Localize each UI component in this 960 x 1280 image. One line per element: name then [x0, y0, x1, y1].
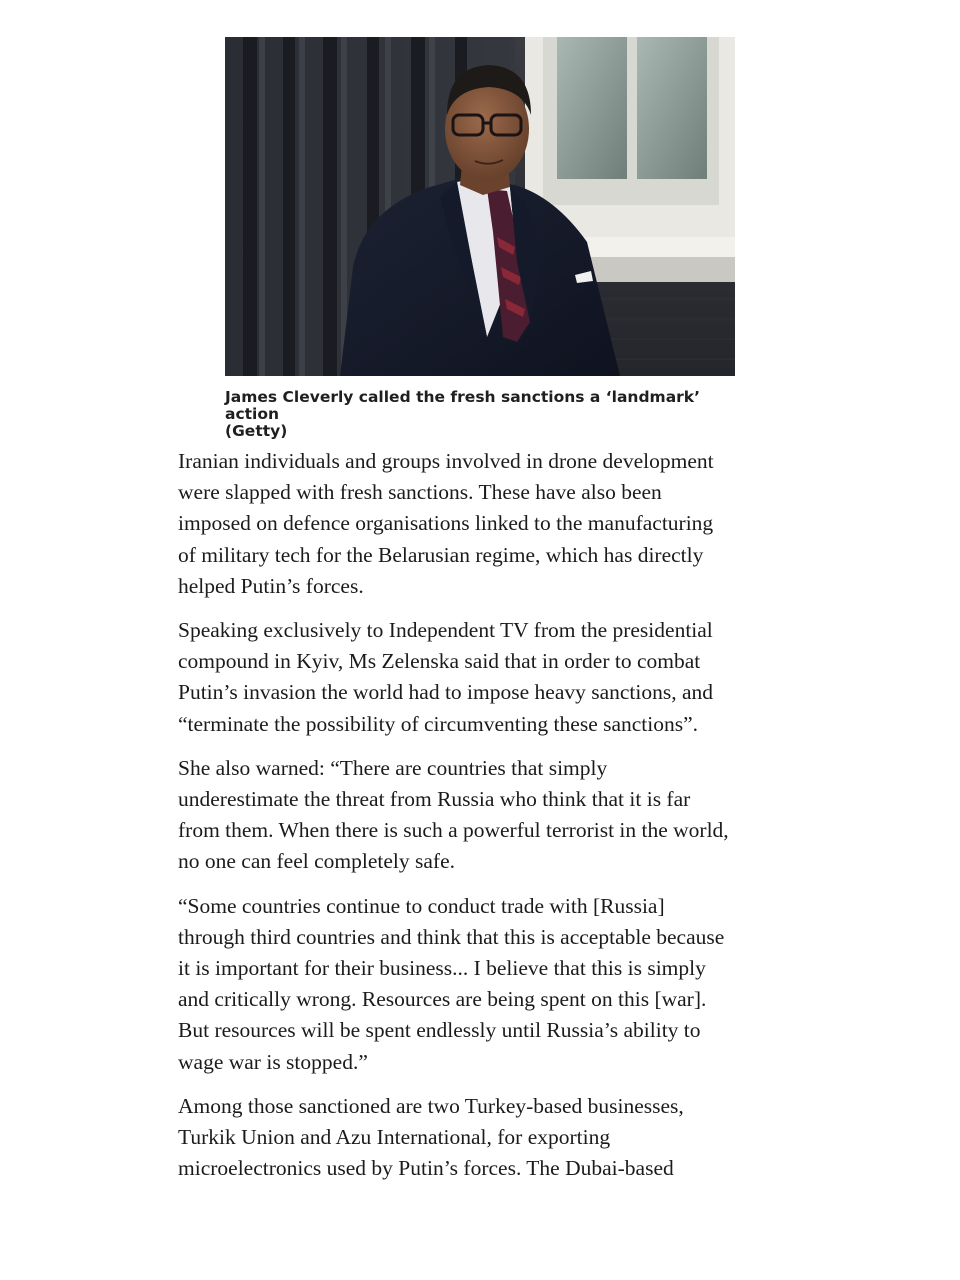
text-line: of military tech for the Belarusian regime, which has directly: [178, 542, 704, 567]
text-line: from them. When there is such a powerful terrorist in the world,: [178, 818, 729, 843]
paragraph-5: [178, 1091, 788, 1185]
text-line: “terminate the possibility of circumventing these sanctions”.: [178, 711, 699, 736]
article-body: [178, 446, 788, 1197]
text-line: Speaking exclusively to Independent TV from the presidential: [178, 618, 713, 643]
paragraph-2: [178, 615, 788, 740]
text-line: imposed on defence organisations linked to the manufacturing: [178, 511, 714, 536]
text-line: compound in Kyiv, Ms Zelenska said that in order to combat: [178, 649, 701, 674]
text-line: underestimate the threat from Russia who think that it is far: [178, 787, 691, 812]
text-line: through third countries and think that this is acceptable because: [178, 924, 725, 949]
news-photo: [225, 37, 735, 376]
text-line: But resources will be spent endlessly until Russia’s ability to: [178, 1018, 701, 1043]
text-line: Among those sanctioned are two Turkey-based businesses,: [178, 1093, 684, 1118]
text-line: Iranian individuals and groups involved in drone development: [178, 449, 714, 473]
text-line: microelectronics used by Putin’s forces. The Dubai-based: [178, 1156, 674, 1181]
text-line: She also warned: “There are countries that simply: [178, 755, 608, 780]
text-line: Turkik Union and Azu International, for exporting: [178, 1125, 611, 1150]
text-line: and critically wrong. Resources are being spent on this [war].: [178, 987, 707, 1012]
paragraph-3: [178, 753, 788, 878]
text-line: no one can feel completely safe.: [178, 849, 455, 874]
text-line: it is important for their business... I believe that this is simply: [178, 956, 706, 981]
text-line: helped Putin’s forces.: [178, 573, 364, 598]
caption-credit: (Getty): [225, 422, 288, 440]
text-line: wage war is stopped.”: [178, 1049, 368, 1074]
photo-caption: [225, 389, 735, 440]
caption-line: James Cleverly called the fresh sanctions a ‘landmark’ action: [225, 388, 701, 423]
paragraph-4: [178, 891, 788, 1078]
text-line: were slapped with fresh sanctions. These have also been: [178, 480, 662, 505]
text-line: Putin’s invasion the world had to impose heavy sanctions, and: [178, 680, 714, 705]
text-line: “Some countries continue to conduct trade with [Russia]: [178, 893, 665, 918]
article-figure: [225, 37, 735, 440]
paragraph-1: [178, 446, 788, 602]
